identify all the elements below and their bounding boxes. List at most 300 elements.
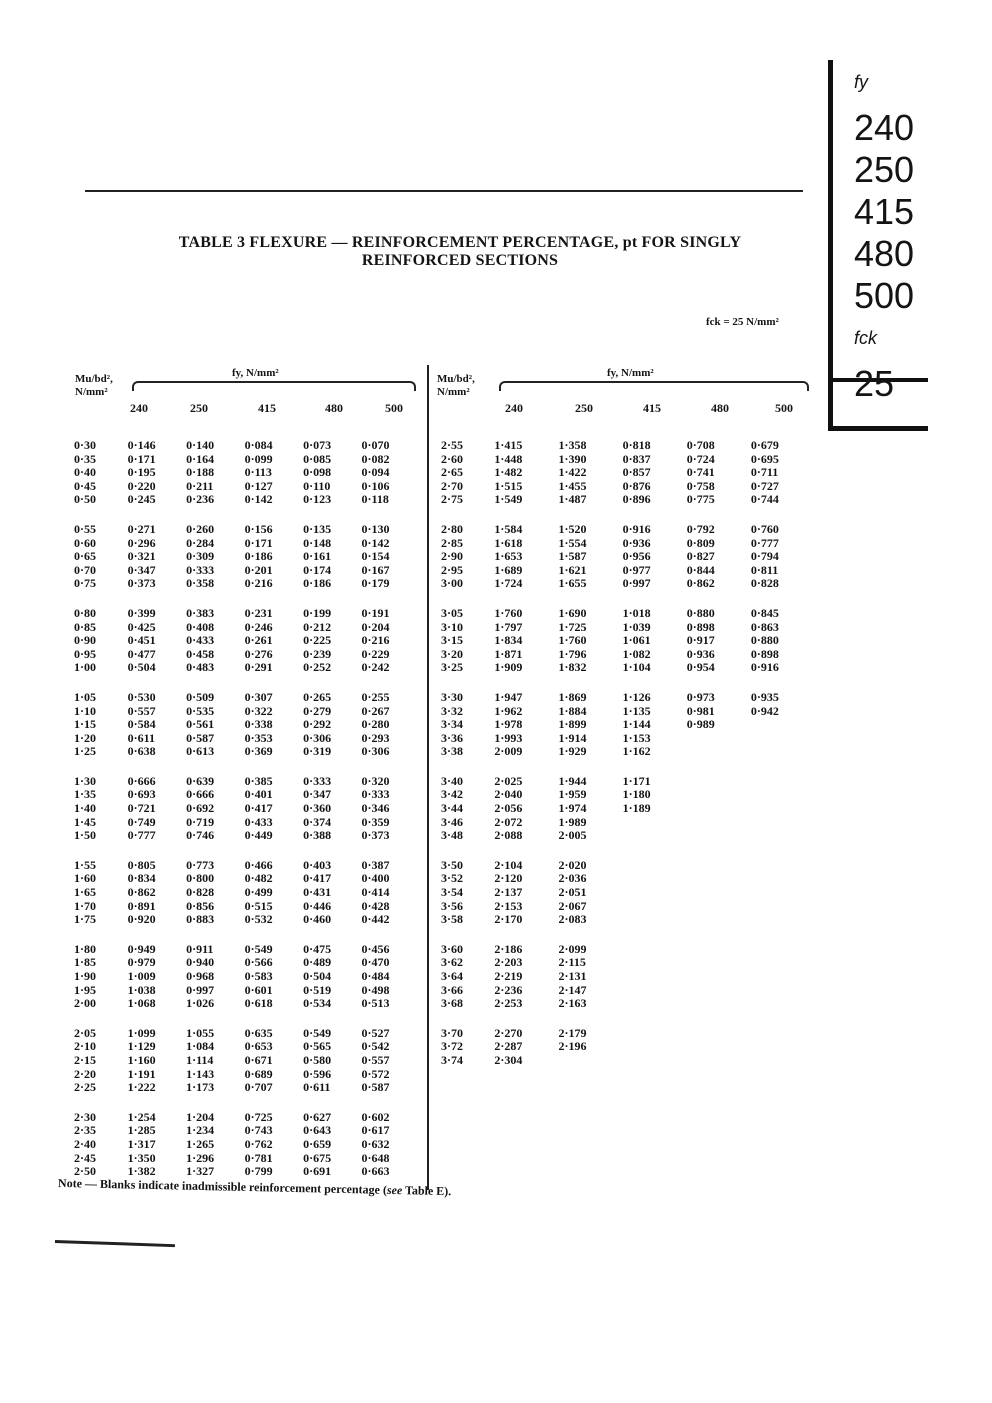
mu-value-cell: 2·85 <box>441 535 464 550</box>
row-group <box>60 1111 420 1179</box>
pt-value-cell: 0·220 <box>127 478 156 493</box>
mu-value-cell: 0·80 <box>74 605 97 620</box>
pt-value-cell: 0·515 <box>244 898 273 913</box>
pt-value-cell: 2·020 <box>558 857 587 872</box>
mu-value-cell: 3·70 <box>441 1025 464 1040</box>
pt-value-cell: 1·415 <box>494 438 523 452</box>
pt-value-cell: 1·180 <box>622 787 651 802</box>
table-row <box>60 802 420 816</box>
pt-value-cell: 2·163 <box>558 996 587 1011</box>
table-row <box>435 732 815 746</box>
pt-value-cell: 1·099 <box>127 1025 156 1040</box>
pt-value-cell: 1·038 <box>127 982 156 997</box>
pt-value-cell: 2·115 <box>558 955 586 970</box>
pt-value-cell: 0·156 <box>244 521 273 536</box>
pt-value-cell <box>751 872 815 886</box>
col-415: 415 <box>643 401 661 415</box>
pt-value-cell: 2·131 <box>558 969 587 983</box>
mu-value-cell: 2·30 <box>74 1109 97 1124</box>
pt-value-cell: 0·094 <box>361 465 390 480</box>
pt-value-cell: 0·749 <box>127 814 156 829</box>
table-row <box>435 943 815 957</box>
pt-value-cell: 0·333 <box>303 773 332 788</box>
pt-value-cell: 1·082 <box>622 646 651 661</box>
pt-value-cell <box>623 913 687 927</box>
pt-value-cell: 2·009 <box>494 744 523 759</box>
pt-value-cell: 0·417 <box>244 801 273 816</box>
row-group <box>60 859 420 927</box>
row-group <box>435 859 815 927</box>
pt-value-cell: 0·433 <box>244 814 273 829</box>
fy-label: fy, N/mm² <box>607 367 654 379</box>
table-row <box>435 705 815 719</box>
table-row <box>60 1138 420 1152</box>
pt-value-cell <box>687 997 751 1011</box>
mu-value-cell: 1·20 <box>74 730 97 745</box>
pt-value-cell: 1·039 <box>622 619 651 634</box>
row-group <box>60 775 420 843</box>
pt-value-cell: 0·708 <box>686 438 715 452</box>
pt-value-cell <box>623 970 687 984</box>
table-row <box>60 439 420 453</box>
mu-label: Mu/bd², N/mm² <box>437 373 475 398</box>
pt-value-cell: 0·186 <box>244 549 273 564</box>
pt-value-cell <box>751 1027 815 1041</box>
pt-value-cell: 0·707 <box>244 1080 273 1095</box>
pt-value-cell: 0·880 <box>686 605 715 620</box>
table-row <box>435 564 815 578</box>
pt-value-cell: 0·561 <box>186 717 215 732</box>
table-row <box>435 984 815 998</box>
pt-value-cell: 0·746 <box>186 828 215 843</box>
pt-value-cell <box>751 775 815 789</box>
pt-value-cell: 0·711 <box>750 465 779 480</box>
pt-value-cell: 0·142 <box>244 492 273 507</box>
pt-value-cell: 1·296 <box>186 1150 215 1165</box>
pt-value-cell: 0·942 <box>750 703 779 718</box>
table-row <box>435 788 815 802</box>
table-row <box>435 523 815 537</box>
pt-value-cell <box>687 816 751 830</box>
pt-value-cell: 0·602 <box>361 1109 390 1124</box>
mu-value-cell: 1·65 <box>74 885 97 900</box>
side-tab <box>828 60 928 432</box>
col-415: 415 <box>258 401 276 415</box>
pt-value-cell: 1·621 <box>558 562 587 577</box>
mu-value-cell: 3·40 <box>441 773 464 788</box>
pt-value-cell: 0·475 <box>303 941 332 956</box>
pt-value-cell: 0·127 <box>244 478 273 493</box>
mu-value-cell: 1·85 <box>74 955 97 970</box>
pt-value-cell: 1·944 <box>558 773 587 788</box>
pt-value-cell: 0·242 <box>361 660 390 675</box>
pt-value-cell: 0·255 <box>361 689 390 704</box>
side-tab-fy-415: 415 <box>854 191 915 232</box>
pt-value-cell <box>623 829 687 843</box>
table-left-half <box>60 365 420 1189</box>
col-250: 250 <box>575 401 593 415</box>
pt-value-cell: 0·309 <box>186 549 215 564</box>
pt-value-cell <box>687 1040 751 1054</box>
pt-value-cell: 0·084 <box>244 438 273 452</box>
pt-value-cell: 0·385 <box>244 773 273 788</box>
pt-value-cell: 1·724 <box>494 576 523 591</box>
pt-value-cell: 1·832 <box>558 660 587 675</box>
pt-value-cell: 1·162 <box>622 744 651 759</box>
pt-value-cell: 1·254 <box>127 1109 156 1124</box>
pt-value-cell: 0·566 <box>244 955 273 970</box>
side-tab-fy-label: fy <box>854 72 869 92</box>
pt-value-cell: 0·211 <box>186 478 214 493</box>
pt-value-cell: 0·322 <box>244 703 273 718</box>
pt-value-cell: 1·204 <box>186 1109 215 1124</box>
group-gap <box>435 927 815 937</box>
pt-value-cell <box>751 1054 815 1068</box>
mu-value-cell: 1·90 <box>74 969 97 983</box>
pt-value-cell <box>687 886 751 900</box>
pt-value-cell: 0·557 <box>127 703 156 718</box>
table-row <box>60 913 420 927</box>
pt-value-cell: 0·280 <box>361 717 390 732</box>
mu-value-cell: 3·48 <box>441 828 464 843</box>
pt-value-cell: 0·477 <box>127 646 156 661</box>
pt-value-cell: 1·104 <box>622 660 651 675</box>
pt-value-cell: 0·727 <box>750 478 779 493</box>
pt-value-cell: 0·653 <box>244 1039 273 1054</box>
mu-value-cell: 0·30 <box>74 438 97 452</box>
mu-value-cell: 3·05 <box>441 605 464 620</box>
table-row <box>60 718 420 732</box>
mu-value-cell: 0·65 <box>74 549 97 564</box>
pt-value-cell: 0·920 <box>127 912 156 927</box>
table-row <box>435 439 815 453</box>
pt-value-cell: 0·721 <box>127 801 156 816</box>
table-row <box>60 634 420 648</box>
mu-value-cell: 2·90 <box>441 549 464 564</box>
table-row <box>60 607 420 621</box>
pt-value-cell: 0·638 <box>127 744 156 759</box>
pt-value-cell: 0·276 <box>244 646 273 661</box>
pt-value-cell: 0·800 <box>186 871 215 886</box>
pt-value-cell: 1·173 <box>186 1080 215 1095</box>
pt-value-cell: 0·293 <box>361 730 390 745</box>
pt-value-cell: 0·212 <box>303 619 332 634</box>
pt-value-cell: 1·989 <box>558 814 587 829</box>
pt-value-cell: 1·487 <box>558 492 587 507</box>
pt-value-cell: 0·643 <box>303 1123 332 1138</box>
group-gap <box>60 927 420 937</box>
pt-value-cell: 0·499 <box>244 885 273 900</box>
pt-value-cell: 0·291 <box>244 660 273 675</box>
mu-value-cell: 0·35 <box>74 451 97 466</box>
row-group <box>60 607 420 675</box>
mu-value-cell: 3·20 <box>441 646 464 661</box>
pt-value-cell: 0·161 <box>303 549 332 564</box>
pt-value-cell: 0·954 <box>686 660 715 675</box>
table-title <box>100 234 820 270</box>
pt-value-cell: 1·285 <box>127 1123 156 1138</box>
pt-value-cell: 1·655 <box>558 576 587 591</box>
pt-value-cell: 2·304 <box>494 1052 523 1067</box>
pt-value-cell: 0·542 <box>361 1039 390 1054</box>
pt-value-cell: 0·863 <box>750 619 779 634</box>
mu-value-cell: 2·15 <box>74 1052 97 1067</box>
pt-value-cell: 0·659 <box>303 1136 332 1151</box>
pt-value-cell: 0·794 <box>750 549 779 564</box>
table-row <box>435 829 815 843</box>
pt-value-cell: 0·279 <box>303 703 332 718</box>
pt-value-cell: 0·557 <box>361 1052 390 1067</box>
pt-value-cell: 0·666 <box>127 773 156 788</box>
pt-value-cell: 1·382 <box>127 1164 156 1179</box>
table-row <box>60 466 420 480</box>
pt-value-cell: 0·456 <box>361 941 390 956</box>
mu-value-cell: 2·35 <box>74 1123 97 1138</box>
pt-value-cell <box>751 970 815 984</box>
pt-value-cell: 0·146 <box>127 438 156 452</box>
mu-value-cell: 3·52 <box>441 871 464 886</box>
mu-value-cell: 3·56 <box>441 898 464 913</box>
pt-value-cell: 0·167 <box>361 562 390 577</box>
row-group <box>435 943 815 1011</box>
mu-value-cell: 1·10 <box>74 703 97 718</box>
pt-value-cell: 0·106 <box>361 478 390 493</box>
pt-value-cell: 1·126 <box>622 689 651 704</box>
pt-value-cell: 1·834 <box>494 633 523 648</box>
pt-value-cell: 0·587 <box>361 1080 390 1095</box>
pt-value-cell <box>623 872 687 886</box>
pt-value-cell: 1·760 <box>558 633 587 648</box>
pt-value-cell <box>687 900 751 914</box>
pt-value-cell: 0·236 <box>186 492 215 507</box>
pt-value-cell: 0·519 <box>303 982 332 997</box>
pt-value-cell: 0·085 <box>303 451 332 466</box>
pt-value-cell: 0·760 <box>750 521 779 536</box>
pt-value-cell <box>751 956 815 970</box>
pt-value-cell: 1·055 <box>186 1025 215 1040</box>
pt-value-cell: 1·222 <box>127 1080 156 1095</box>
pt-value-cell: 2·203 <box>494 955 523 970</box>
mu-value-cell: 3·00 <box>441 576 464 591</box>
pt-value-cell: 0·693 <box>127 787 156 802</box>
pt-value-cell: 1·515 <box>494 478 523 493</box>
table-row <box>60 816 420 830</box>
pt-value-cell: 0·891 <box>127 898 156 913</box>
pt-value-cell: 1·129 <box>127 1039 156 1054</box>
table-row <box>60 886 420 900</box>
pt-value-cell <box>687 872 751 886</box>
pt-value-cell: 1·871 <box>494 646 523 661</box>
pt-value-cell: 2·137 <box>494 885 523 900</box>
mu-value-cell: 3·38 <box>441 744 464 759</box>
table-row <box>60 1068 420 1082</box>
mu-value-cell: 1·75 <box>74 912 97 927</box>
col-480: 480 <box>711 401 729 415</box>
pt-value-cell: 0·460 <box>303 912 332 927</box>
mu-value-cell: 2·80 <box>441 521 464 536</box>
pt-value-cell <box>687 802 751 816</box>
pt-value-cell: 0·261 <box>244 633 273 648</box>
table-row <box>60 1054 420 1068</box>
pt-value-cell: 1·584 <box>494 521 523 536</box>
mu-value-cell: 3·10 <box>441 619 464 634</box>
pt-value-cell <box>751 943 815 957</box>
pt-value-cell: 0·613 <box>186 744 215 759</box>
pt-value-cell <box>751 788 815 802</box>
pt-value-cell: 0·073 <box>303 438 332 452</box>
pt-value-cell: 0·509 <box>186 689 215 704</box>
mu-value-cell: 3·68 <box>441 996 464 1011</box>
pt-value-cell <box>687 1027 751 1041</box>
pt-value-cell: 0·773 <box>186 857 215 872</box>
mu-value-cell: 1·95 <box>74 982 97 997</box>
group-gap <box>60 591 420 601</box>
table-row <box>60 1081 420 1095</box>
table-row <box>60 900 420 914</box>
pt-value-cell: 0·174 <box>303 562 332 577</box>
mu-value-cell: 3·42 <box>441 787 464 802</box>
pt-value-cell: 0·580 <box>303 1052 332 1067</box>
mu-value-cell: 1·45 <box>74 814 97 829</box>
table-row <box>60 705 420 719</box>
table-row <box>435 648 815 662</box>
table-row <box>435 1040 815 1054</box>
pt-value-cell: 0·504 <box>127 660 156 675</box>
mu-value-cell: 3·74 <box>441 1052 464 1067</box>
mu-value-cell: 3·50 <box>441 857 464 872</box>
pt-value-cell <box>687 788 751 802</box>
pt-value-cell: 0·216 <box>361 633 390 648</box>
pt-value-cell: 2·236 <box>494 982 523 997</box>
pt-value-cell: 0·997 <box>622 576 651 591</box>
pt-value-cell: 1·191 <box>127 1066 156 1081</box>
pt-value-cell: 0·425 <box>127 619 156 634</box>
mu-value-cell: 1·15 <box>74 717 97 732</box>
pt-value-cell: 1·914 <box>558 730 587 745</box>
table-row <box>435 718 815 732</box>
table-row <box>60 872 420 886</box>
mu-value-cell: 3·62 <box>441 955 464 970</box>
pt-value-cell: 0·135 <box>303 521 332 536</box>
mu-value-cell: 0·45 <box>74 478 97 493</box>
pt-value-cell: 0·186 <box>303 576 332 591</box>
row-group <box>435 1027 815 1068</box>
pt-value-cell: 1·993 <box>494 730 523 745</box>
pt-value-cell: 0·225 <box>303 633 332 648</box>
pt-value-cell: 0·724 <box>686 451 715 466</box>
pt-value-cell: 0·296 <box>127 535 156 550</box>
table-row <box>60 732 420 746</box>
table-row <box>60 943 420 957</box>
pt-value-cell: 2·036 <box>558 871 587 886</box>
pt-value-cell: 0·446 <box>303 898 332 913</box>
row-group <box>435 523 815 591</box>
table-header-left <box>60 365 420 433</box>
pt-value-cell: 1·068 <box>127 996 156 1011</box>
pt-value-cell: 1·869 <box>558 689 587 704</box>
mu-value-cell: 2·70 <box>441 478 464 493</box>
table-row <box>60 1040 420 1054</box>
pt-value-cell: 0·587 <box>186 730 215 745</box>
pt-value-cell <box>623 816 687 830</box>
side-tab-bottom-bar <box>828 426 928 431</box>
table-row <box>435 816 815 830</box>
pt-value-cell <box>751 997 815 1011</box>
group-gap <box>60 759 420 769</box>
pt-value-cell: 0·338 <box>244 717 273 732</box>
pt-value-cell: 1·689 <box>494 562 523 577</box>
pt-value-cell: 1·690 <box>558 605 587 620</box>
mu-value-cell: 2·05 <box>74 1025 97 1040</box>
pt-value-cell: 0·935 <box>750 689 779 704</box>
table-row <box>435 970 815 984</box>
pt-value-cell: 0·725 <box>244 1109 273 1124</box>
pt-value-cell: 0·695 <box>750 451 779 466</box>
pt-value-cell: 0·692 <box>186 801 215 816</box>
pt-value-cell: 2·179 <box>558 1025 587 1040</box>
pt-value-cell: 0·837 <box>622 451 651 466</box>
pt-value-cell: 0·239 <box>303 646 332 661</box>
pt-value-cell: 0·534 <box>303 996 332 1011</box>
pt-value-cell: 0·856 <box>186 898 215 913</box>
pt-value-cell: 2·120 <box>494 871 523 886</box>
pt-value-cell: 0·470 <box>361 955 390 970</box>
mu-value-cell: 2·25 <box>74 1080 97 1095</box>
table-row <box>435 802 815 816</box>
group-gap <box>435 591 815 601</box>
pt-value-cell: 2·170 <box>494 912 523 927</box>
group-gap <box>435 759 815 769</box>
table-row <box>60 453 420 467</box>
table-row <box>435 493 815 507</box>
pt-value-cell: 0·359 <box>361 814 390 829</box>
pt-value-cell: 1·549 <box>494 492 523 507</box>
pt-value-cell: 1·909 <box>494 660 523 675</box>
pt-value-cell: 0·818 <box>622 438 651 452</box>
mu-value-cell: 3·36 <box>441 730 464 745</box>
pt-value-cell: 0·449 <box>244 828 273 843</box>
pt-value-cell: 0·369 <box>244 744 273 759</box>
pt-value-cell: 0·809 <box>686 535 715 550</box>
table-row <box>60 1111 420 1125</box>
pt-value-cell: 0·584 <box>127 717 156 732</box>
pt-value-cell: 0·403 <box>303 857 332 872</box>
pt-value-cell: 0·530 <box>127 689 156 704</box>
row-group <box>60 1027 420 1095</box>
mu-value-cell: 3·60 <box>441 941 464 956</box>
pt-value-cell: 0·719 <box>186 814 215 829</box>
pt-value-cell: 0·618 <box>244 996 273 1011</box>
pt-value-cell <box>687 829 751 843</box>
pt-value-cell <box>687 970 751 984</box>
pt-value-cell <box>751 984 815 998</box>
pt-value-cell: 0·417 <box>303 871 332 886</box>
pt-value-cell <box>687 732 751 746</box>
pt-value-cell <box>623 1040 687 1054</box>
mu-value-cell: 0·70 <box>74 562 97 577</box>
table-row <box>60 648 420 662</box>
pt-value-cell: 0·387 <box>361 857 390 872</box>
pt-value-cell: 0·110 <box>303 478 331 493</box>
pt-value-cell: 2·005 <box>558 828 587 843</box>
side-tab-vertical-bar <box>828 60 833 430</box>
col-500: 500 <box>385 401 403 415</box>
pt-value-cell: 1·018 <box>622 605 651 620</box>
table-row <box>435 913 815 927</box>
pt-value-cell: 0·142 <box>361 535 390 550</box>
table-row <box>435 872 815 886</box>
mu-value-cell: 2·00 <box>74 996 97 1011</box>
